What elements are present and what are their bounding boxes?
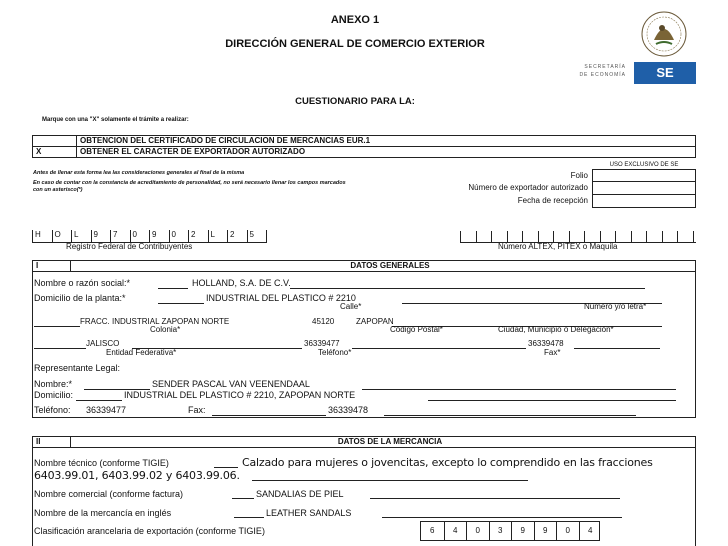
tariff-digit: 9	[511, 522, 534, 540]
questionnaire-title: CUESTIONARIO PARA LA:	[295, 96, 415, 107]
instruction-text: Marque con una "X" solamente el trámite a realizar:	[42, 117, 189, 123]
rep-name-value[interactable]: SENDER PASCAL VAN VEENENDAAL	[152, 379, 310, 389]
phone-value[interactable]: 36339477	[304, 339, 340, 348]
city-value[interactable]: ZAPOPAN	[356, 317, 394, 326]
fax-value[interactable]: 36339478	[528, 339, 564, 348]
rep-address-label: Domicilio:	[34, 390, 74, 400]
se-badge: SE	[634, 62, 696, 84]
english-name-value[interactable]: LEATHER SANDALS	[266, 508, 352, 518]
colonia-label: Colonia*	[150, 325, 181, 334]
rfc-char: 0	[169, 230, 191, 243]
rfc-label: Registro Federal de Contribuyentes	[66, 242, 193, 251]
number-label: Número y/o letra*	[584, 302, 647, 311]
option-2-mark[interactable]: X	[36, 147, 42, 156]
rfc-char: 7	[110, 230, 132, 243]
zip-value[interactable]: 45120	[312, 317, 335, 326]
tech-name-value-2[interactable]: 6403.99.01, 6403.99.02 y 6403.99.06.	[34, 469, 240, 482]
tariff-digit: 0	[466, 522, 489, 540]
office-use-title: USO EXCLUSIVO DE SE	[609, 162, 679, 168]
tariff-digit: 6	[430, 526, 435, 535]
name-label: Nombre o razón social:*	[34, 278, 131, 288]
annex-title: ANEXO 1	[330, 14, 380, 26]
altex-field[interactable]	[460, 229, 696, 243]
commercial-name-value[interactable]: SANDALIAS DE PIEL	[256, 489, 344, 499]
office-use-box	[592, 169, 696, 208]
rep-phone-label: Teléfono:	[34, 405, 71, 415]
rfc-char: 5	[247, 230, 269, 243]
fax-label: Fax*	[544, 348, 561, 357]
colonia-value[interactable]: FRACC. INDUSTRIAL ZAPOPAN NORTE	[80, 317, 230, 326]
tariff-digit: 9	[534, 522, 557, 540]
note-2: En caso de contar con la constancia de acreditamiento de personalidad, no será necesario llenar los campos marcados con un asterisco(*)	[33, 180, 346, 193]
english-name-label: Nombre de la mercancía en inglés	[34, 508, 172, 518]
rep-address-value[interactable]: INDUSTRIAL DEL PLASTICO # 2210, ZAPOPAN NORTE	[124, 390, 356, 400]
rfc-char: 9	[91, 230, 113, 243]
rfc-char: 0	[130, 230, 152, 243]
secretaria-line1: SECRETARÍA	[584, 64, 626, 70]
rep-name-label: Nombre:*	[34, 379, 73, 389]
tech-name-label: Nombre técnico (conforme TIGIE)	[34, 458, 169, 468]
exporter-number-label: Número de exportador autorizado	[468, 183, 588, 192]
commercial-name-label: Nombre comercial (conforme factura)	[34, 489, 184, 499]
reception-date-label: Fecha de recepción	[517, 196, 588, 205]
city-label: Ciudad, Municipio o Delegación*	[498, 325, 614, 334]
option-1-label: OBTENCION DEL CERTIFICADO DE CIRCULACION DE MERCANCIAS EUR.1	[80, 136, 371, 145]
section-1-num: I	[36, 261, 39, 270]
tariff-digit: 4	[579, 522, 602, 540]
tariff-code-field[interactable]	[420, 521, 600, 541]
folio-label: Folio	[570, 171, 588, 180]
rep-fax-label: Fax:	[188, 405, 206, 415]
rfc-char: 9	[149, 230, 171, 243]
plant-label: Domicilio de la planta:*	[34, 293, 126, 303]
tariff-digit: 4	[444, 522, 467, 540]
agency-title: DIRECCIÓN GENERAL DE COMERCIO EXTERIOR	[225, 38, 485, 50]
rfc-char: L	[71, 230, 93, 243]
secretaria-line2: DE ECONOMÍA	[579, 72, 626, 78]
phone-label: Teléfono*	[318, 348, 352, 357]
rep-fax-value[interactable]: 36339478	[328, 405, 369, 415]
name-value[interactable]: HOLLAND, S.A. DE C.V.	[192, 278, 291, 288]
tech-name-value-1[interactable]: Calzado para mujeres o jovencitas, excepto lo comprendido en las fracciones	[242, 456, 653, 469]
rfc-char: 2	[188, 230, 210, 243]
rfc-char: O	[52, 230, 74, 243]
state-label: Entidad Federativa*	[106, 348, 177, 357]
tariff-digit: 3	[489, 522, 512, 540]
rfc-char: H	[32, 230, 54, 243]
note-1: Antes de llenar esta forma lea las consideraciones generales al final de la misma	[33, 170, 245, 176]
plant-value[interactable]: INDUSTRIAL DEL PLASTICO # 2210	[206, 293, 356, 303]
zip-label: Código Postal*	[390, 325, 443, 334]
rfc-char: 2	[227, 230, 249, 243]
legal-rep-label: Representante Legal:	[34, 363, 121, 373]
rep-phone-value[interactable]: 36339477	[86, 405, 127, 415]
section-1-title: DATOS GENERALES	[350, 261, 430, 270]
altex-label: Número ALTEX, PITEX o Maquila	[498, 242, 618, 251]
section-2-title: DATOS DE LA MERCANCIA	[337, 437, 443, 446]
tariff-digit: 0	[556, 522, 579, 540]
section-2-num: II	[36, 437, 41, 446]
option-2-label: OBTENER EL CARACTER DE EXPORTADOR AUTORIZADO	[80, 147, 306, 156]
street-label: Calle*	[340, 302, 362, 311]
tariff-label: Clasificación arancelaria de exportación (conforme TIGIE)	[34, 526, 265, 536]
rfc-char: L	[208, 230, 230, 243]
state-value[interactable]: JALISCO	[86, 339, 120, 348]
